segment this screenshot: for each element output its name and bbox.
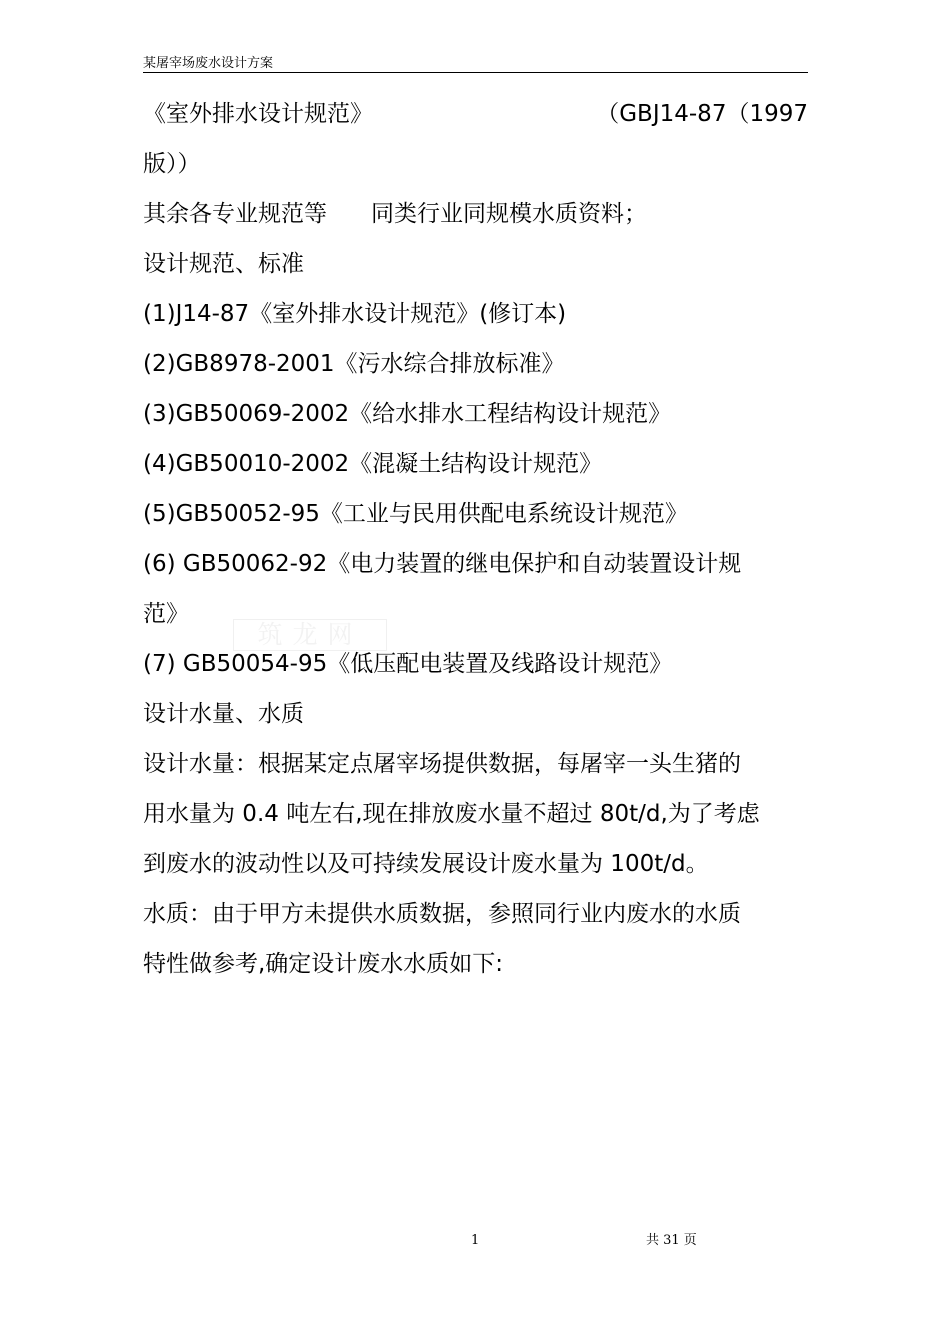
- water-quality-line: 特性做参考,确定设计废水水质如下:: [143, 951, 504, 977]
- standard-item: (1)J14-87《室外排水设计规范》(修订本): [143, 301, 567, 327]
- standards-heading: 设计规范、标准: [143, 251, 304, 277]
- other-references-left: 其余各专业规范等: [143, 201, 327, 227]
- standard-item: (5)GB50052-95《工业与民用供配电系统设计规范》: [143, 501, 688, 527]
- standard-item: (4)GB50010-2002《混凝土结构设计规范》: [143, 451, 603, 477]
- standard-item-continued: 范》: [143, 601, 189, 627]
- water-volume-line: 到废水的波动性以及可持续发展设计废水量为 100t/d。: [143, 851, 709, 877]
- header-title: 某屠宰场废水设计方案: [143, 56, 274, 71]
- other-references-right: 同类行业同规模水质资料；: [371, 201, 647, 227]
- standard-item: (3)GB50069-2002《给水排水工程结构设计规范》: [143, 401, 672, 427]
- reference-line-continued: 版））: [143, 151, 201, 177]
- standard-item: (2)GB8978-2001《污水综合排放标准》: [143, 351, 565, 377]
- water-volume-line: 设计水量：根据某定点屠宰场提供数据，每屠宰一头生猪的: [143, 751, 741, 777]
- other-references-line: [143, 189, 808, 239]
- standard-item: (6) GB50062-92《电力装置的继电保护和自动装置设计规: [143, 551, 742, 577]
- watermark: 筑龙网: [233, 619, 387, 651]
- reference-title: 《室外排水设计规范》: [143, 101, 373, 127]
- water-heading: 设计水量、水质: [143, 701, 304, 727]
- page-number: 1: [471, 1233, 480, 1248]
- standard-item: (7) GB50054-95《低压配电装置及线路设计规范》: [143, 651, 673, 677]
- page-total: 共 31 页: [646, 1233, 697, 1248]
- document-body: [143, 89, 808, 989]
- reference-line: [143, 89, 808, 139]
- reference-code: （GBJ14-87（1997: [596, 101, 808, 127]
- water-quality-line: 水质：由于甲方未提供水质数据，参照同行业内废水的水质: [143, 901, 741, 927]
- water-volume-line: 用水量为 0.4 吨左右,现在排放废水量不超过 80t/d,为了考虑: [143, 801, 760, 827]
- page-header: [143, 55, 808, 73]
